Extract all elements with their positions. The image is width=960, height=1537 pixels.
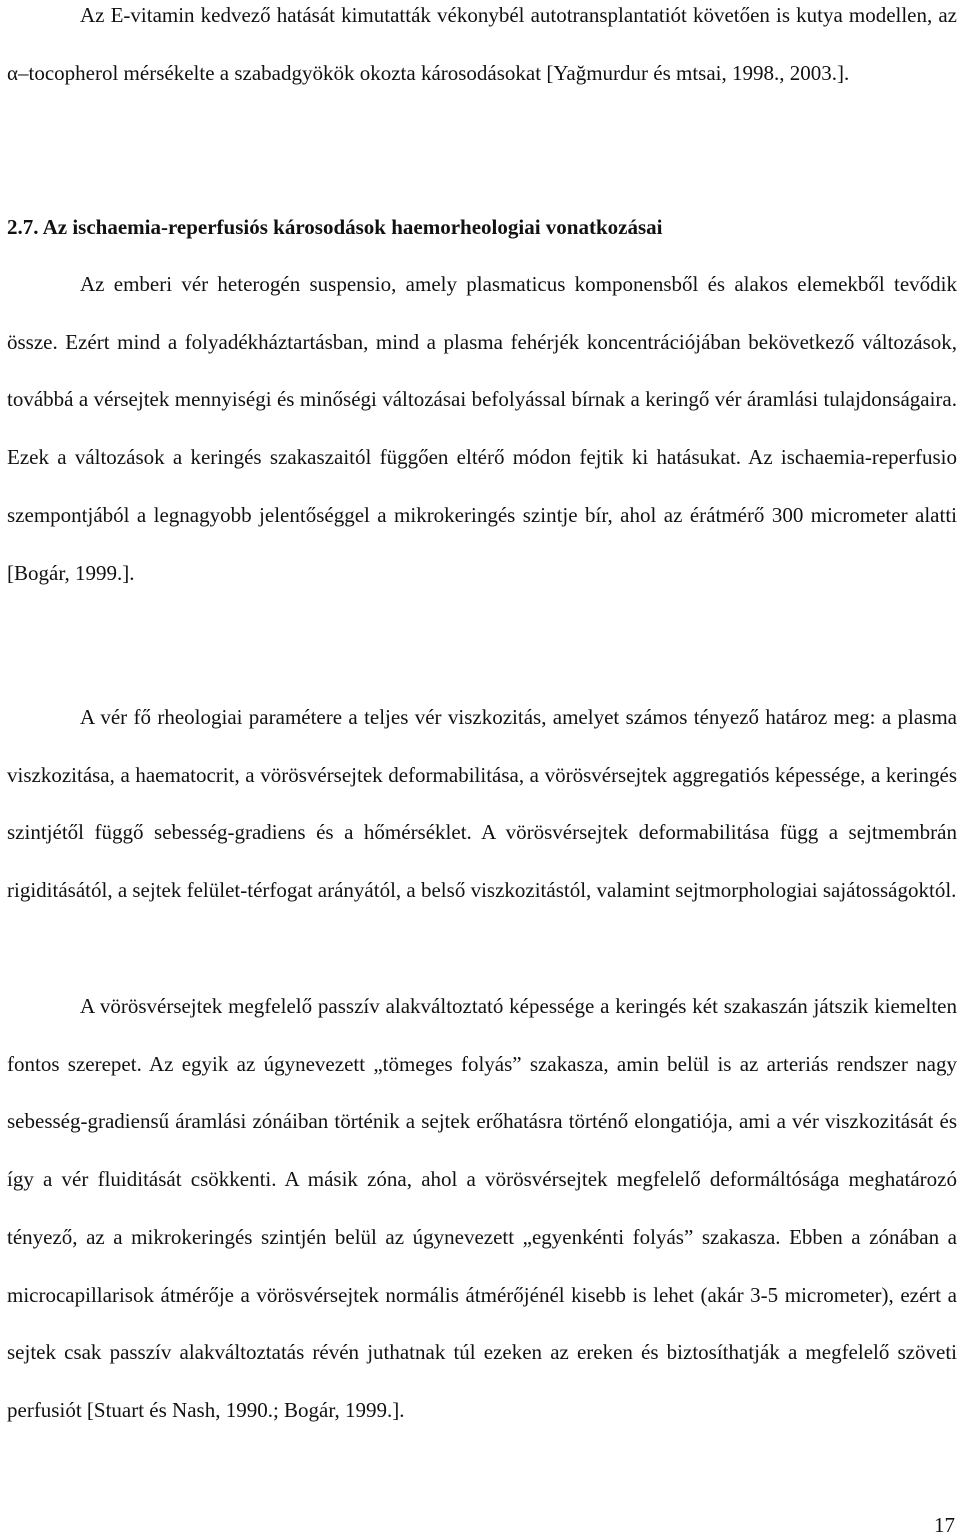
paragraph-vitamin-e: Az E-vitamin kedvező hatását kimutatták vékonybél autotransplantatiót követően is kutya modellen, az α–tocopherol mérsékelte a szabadgyökök okozta károsodásokat [Yağmurdur és mtsai, 1998., 2003.]. (7, 3, 957, 85)
page-number: 17 (934, 1513, 955, 1537)
paragraph-blood-suspension: Az emberi vér heterogén suspensio, amely plasmaticus komponensből és alakos elemekből tevődik össze. Ezért mind a folyadékháztartásban, mind a plasma fehérjék koncentrációjában bekövetkező változások, továbbá a vérsejtek mennyiségi és minőségi változásai befolyással bírnak a keringő vér áramlási tulajdonságaira. Ezek a változások a keringés szakaszaitól függően eltérő módon fejtik ki hatásukat. Az ischaemia-reperfusio szempontjából a legnagyobb jelentőséggel a mikrokeringés szintje bír, ahol az érátmérő 300 micrometer alatti [Bogár, 1999.]. (7, 272, 957, 585)
paragraph-rheology: A vér fő rheologiai paramétere a teljes vér viszkozitás, amelyet számos tényező határoz meg: a plasma viszkozitása, a haematocrit, a vörösvérsejtek deformabilitása, a vörösvérsejtek aggregatiós képessége, a keringés szintjétől függő sebesség-gradiens és a hőmérséklet. A vörösvérsejtek deformabilitása függ a sejtmembrán rigiditásától, a sejtek felület-térfogat arányától, a belső viszkozitástól, valamint sejtmorphologiai sajátosságoktól. (7, 705, 957, 903)
paragraph-deformability: A vörösvérsejtek megfelelő passzív alakváltoztató képessége a keringés két szakaszán játszik kiemelten fontos szerepet. Az egyik az úgynevezett „tömeges folyás” szakasza, amin belül is az arteriás rendszer nagy sebesség-gradiensű áramlási zónáiban történik a sejtek erőhatásra történő elongatiója, ami a vér viszkozitását és így a vér fluiditását csökkenti. A másik zóna, ahol a vörösvérsejtek megfelelő deformáltósága meghatározó tényező, az a mikrokeringés szintjén belül az úgynevezett „egyenkénti folyás” szakasza. Ebben a zónában a microcapillarisok átmérője a vörösvérsejtek normális átmérőjénél kisebb is lehet (akár 3-5 micrometer), ezért a sejtek csak passzív alakváltoztatás révén juthatnak túl ezeken az ereken és biztosíthatják a megfelelő szöveti perfusiót [Stuart és Nash, 1990.; Bogár, 1999.]. (7, 994, 957, 1422)
section-heading: 2.7. Az ischaemia-reperfusiós károsodások haemorheologiai vonatkozásai (7, 215, 663, 239)
